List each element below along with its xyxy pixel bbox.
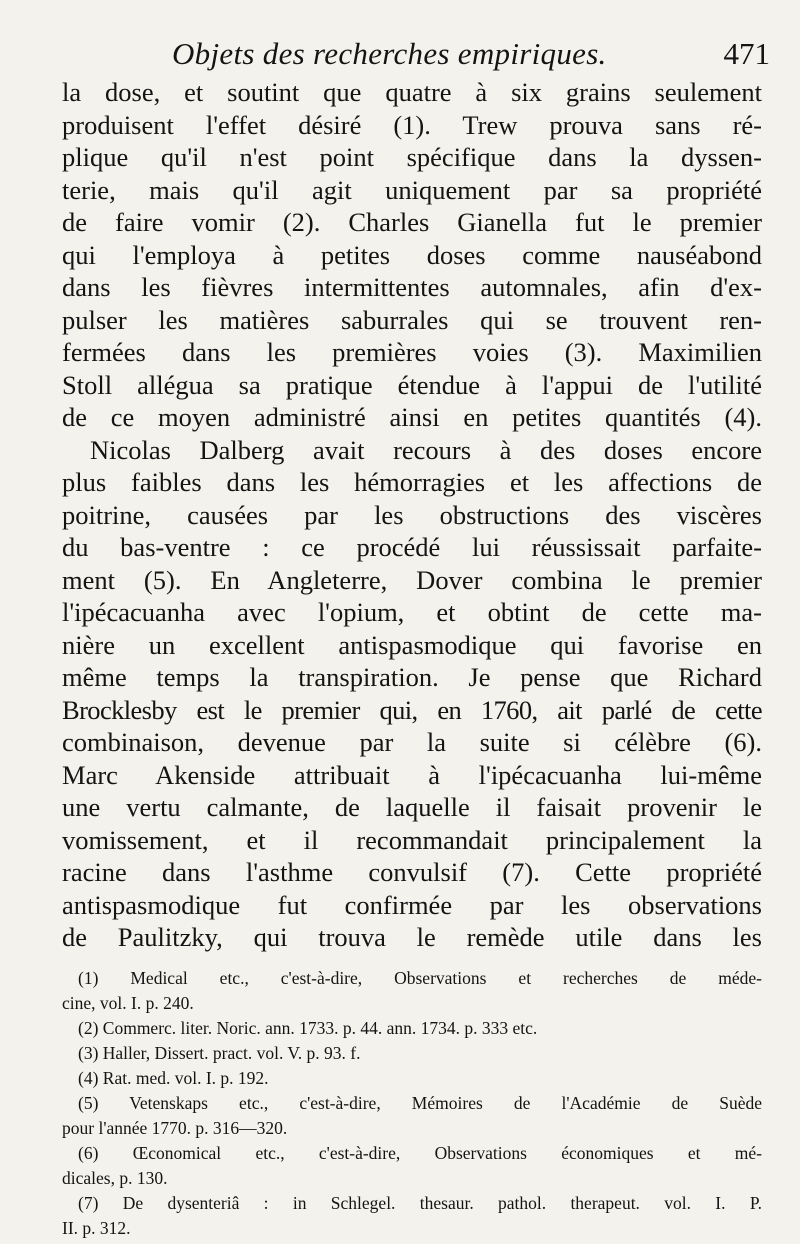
body-text [62,76,762,954]
footnote-1-cont: cine, vol. I. p. 240. [62,993,194,1013]
text-line: Marc Akenside attribuait à l'ipécacuanha lui-même [62,759,762,790]
text-line: poitrine, causées par les obstructions des viscères [62,499,762,530]
text-line: nière un excellent antispasmodique qui favorise en [62,629,762,660]
text-line: vomissement, et il recommandait principalement la [62,824,762,855]
footnote-5-cont: pour l'année 1770. p. 316—320. [62,1118,288,1138]
text-line: racine dans l'asthme convulsif (7). Cette propriété [62,857,762,887]
text-line: même temps la transpiration. Je pense que Richard [62,662,762,692]
footnote-1: (1) Medical etc., c'est-à-dire, Observations et recherches de méde- [78,968,762,988]
footnote-6-cont: dicales, p. 130. [62,1168,168,1188]
text-line: de Paulitzky, qui trouva le remède utile dans les [62,922,762,952]
text-line: terie, mais qu'il agit uniquement par sa propriété [62,174,762,205]
text-line: l'ipécacuanha avec l'opium, et obtint de cette ma- [62,597,762,627]
footnote-7-cont: II. p. 312. [62,1218,131,1238]
footnote-7: (7) De dysenteriâ : in Schlegel. thesaur. pathol. therapeut. vol. I. P. [78,1193,762,1213]
page-number: 471 [723,36,770,71]
text-line: plique qu'il n'est point spécifique dans la dyssen- [62,142,762,172]
text-line: antispasmodique fut confirmée par les observations [62,889,762,920]
footnote-5: (5) Vetenskaps etc., c'est-à-dire, Mémoires de l'Académie de Suède [78,1093,762,1113]
running-title: Objets des recherches empiriques. [172,36,607,71]
text-line: qui l'employa à petites doses comme nauséabond [62,239,762,270]
text-line: de faire vomir (2). Charles Gianella fut le premier [62,207,762,237]
text-line: de ce moyen administré ainsi en petites quantités (4). [62,402,762,432]
text-line: plus faibles dans les hémorragies et les affections de [62,467,762,497]
text-line: Brocklesby est le premier qui, en 1760, ait parlé de cette [62,694,762,725]
text-line: une vertu calmante, de laquelle il faisait provenir le [62,792,762,822]
footnotes [62,966,762,1241]
text-line: produisent l'effet désiré (1). Trew prouva sans ré- [62,109,762,140]
text-line: du bas-ventre : ce procédé lui réussissait parfaite- [62,532,762,562]
text-line: pulser les matières saburrales qui se trouvent ren- [62,304,762,335]
text-line: ment (5). En Angleterre, Dover combina le premier [62,564,762,595]
text-line: fermées dans les premières voies (3). Maximilien [62,337,762,367]
page-header [62,36,772,80]
footnote-6: (6) Œconomical etc., c'est-à-dire, Observations économiques et mé- [78,1143,762,1163]
text-line: combinaison, devenue par la suite si célèbre (6). [62,727,762,757]
text-line: Stoll allégua sa pratique étendue à l'appui de l'utilité [62,369,762,400]
text-line: dans les fièvres intermittentes automnales, afin d'ex- [62,272,762,302]
text-line: la dose, et soutint que quatre à six grains seulement [62,77,762,107]
footnote-2: (2) Commerc. liter. Noric. ann. 1733. p. 44. ann. 1734. p. 333 etc. [78,1018,538,1038]
footnote-3: (3) Haller, Dissert. pract. vol. V. p. 93. f. [78,1043,361,1063]
text-line: Nicolas Dalberg avait recours à des doses encore [90,434,762,465]
footnote-4: (4) Rat. med. vol. I. p. 192. [78,1068,269,1088]
